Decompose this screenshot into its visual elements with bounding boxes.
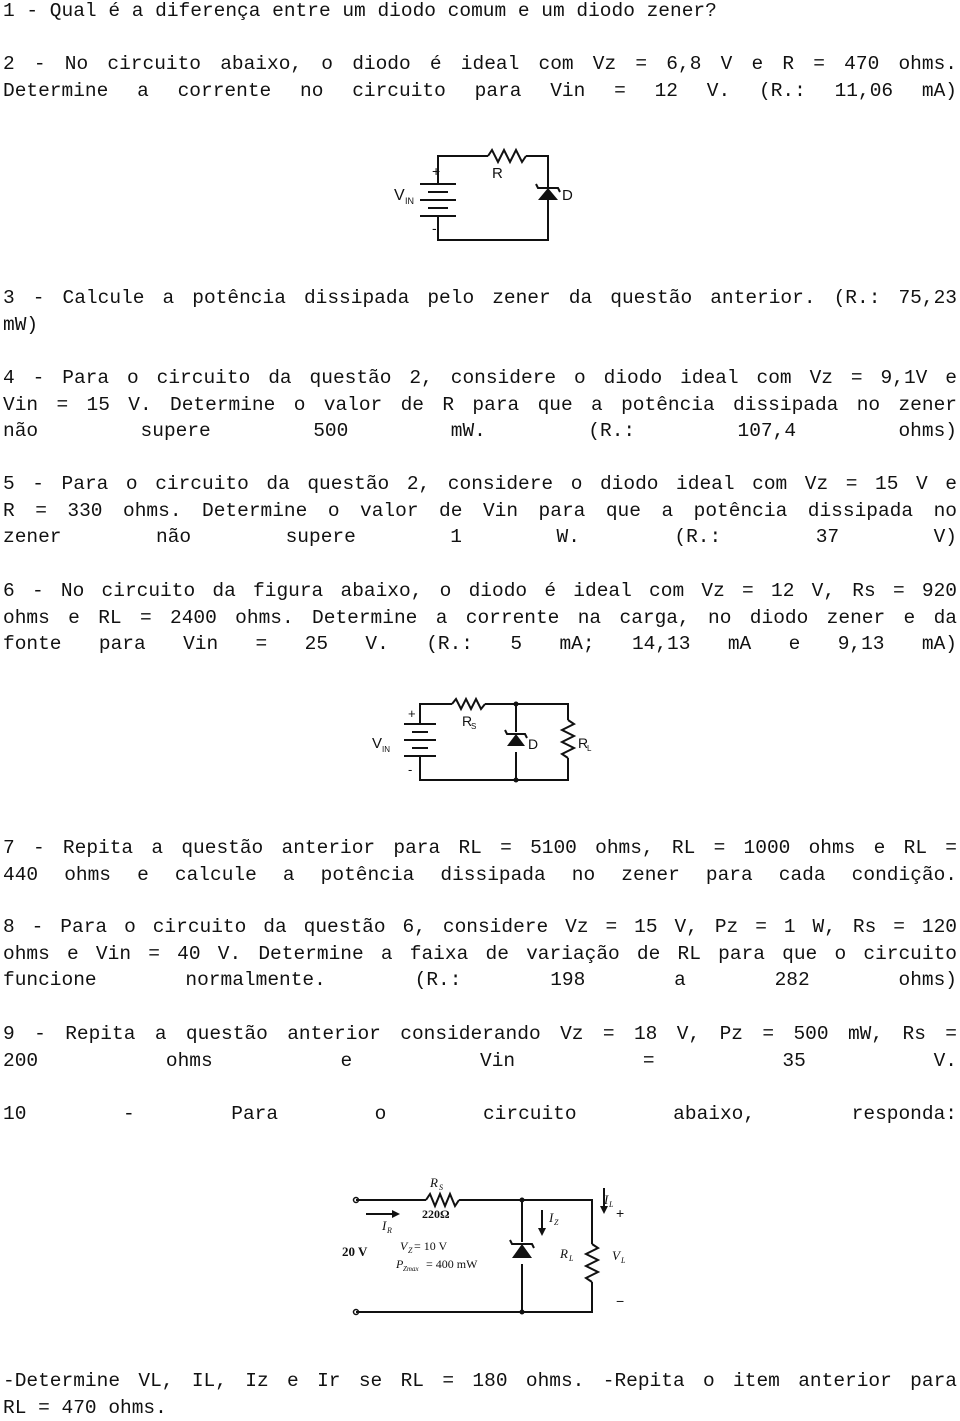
- pz-sub-label: Zmax: [403, 1265, 419, 1273]
- question-3: [3, 285, 957, 338]
- source-label: 20 V: [342, 1244, 368, 1259]
- question-3-line: 3 - Calcule a potência dissipada pelo zener da questão anterior. (R.: 75,23: [3, 287, 957, 309]
- question-5-line: zener não supere 1 W. (R.: 37 V): [3, 526, 957, 549]
- resistor-r: [488, 150, 526, 162]
- minus-label: −: [616, 1293, 625, 1309]
- question-6-line: ohms e RL = 2400 ohms. Determine a corrente na carga, no diodo zener e da: [3, 606, 957, 629]
- iz-label: I: [549, 1210, 554, 1225]
- question-8: [3, 914, 957, 994]
- vl-label: V: [612, 1248, 620, 1263]
- question-10-tasks-line: -Determine VL, IL, Iz e Ir se RL = 180 ohms. -Repita o item anterior para: [3, 1370, 957, 1392]
- ir-label: I: [382, 1218, 387, 1233]
- question-8-line: ohms e Vin = 40 V. Determine a faixa de variação de RL para que o circuito: [3, 942, 957, 965]
- vz-sub-label: Z: [408, 1246, 413, 1255]
- question-10: [3, 1101, 957, 1128]
- zener-diode-d: [505, 730, 527, 746]
- question-5: [3, 471, 957, 551]
- rs-value-label: 220Ω: [422, 1207, 450, 1221]
- circuit-figure-1: [380, 138, 590, 258]
- question-6-line: fonte para Vin = 25 V. (R.: 5 mA; 14,13 mA e 9,13 mA): [3, 633, 957, 656]
- plus-label: +: [432, 163, 441, 179]
- question-2: [3, 51, 957, 104]
- question-1-line: 1 - Qual é a diferença entre um diodo comum e um diodo zener?: [3, 0, 717, 22]
- zener-diode-d: [536, 184, 560, 208]
- question-2-line: 2 - No circuito abaixo, o diodo é ideal com Vz = 6,8 V e R = 470 ohms.: [3, 53, 957, 75]
- rl-label: R: [578, 735, 589, 751]
- resistor-rl: [562, 720, 574, 758]
- question-8-line: 8 - Para o circuito da questão 6, considere Vz = 15 V, Pz = 1 W, Rs = 120: [3, 916, 957, 938]
- pz-value-label: = 400 mW: [426, 1257, 478, 1271]
- resistor-rs: [426, 1194, 459, 1206]
- rl-sub-label: L: [569, 1254, 574, 1263]
- question-5-line: R = 330 ohms. Determine o valor de Vin para que a potência dissipada no: [3, 499, 957, 522]
- question-6-line: 6 - No circuito da figura abaixo, o diodo é ideal com Vz = 12 V, Rs = 920: [3, 580, 957, 602]
- ir-sub-label: R: [387, 1226, 392, 1235]
- iz-sub-label: Z: [554, 1218, 559, 1227]
- minus-label: -: [432, 220, 437, 236]
- resistor-rs: [452, 699, 485, 709]
- d-label: D: [562, 187, 573, 204]
- rs-label: R: [430, 1175, 438, 1190]
- il-label: I: [604, 1192, 609, 1207]
- rl-sub-label: L: [587, 744, 592, 753]
- question-5-line: 5 - Para o circuito da questão 2, considere o diodo ideal com Vz = 15 V e: [3, 473, 957, 495]
- d-label: D: [528, 736, 539, 752]
- question-6: [3, 578, 957, 658]
- zener-diode: [510, 1240, 534, 1258]
- vz-value-label: = 10 V: [414, 1239, 448, 1253]
- vl-sub-label: L: [621, 1256, 626, 1265]
- plus-label: +: [408, 706, 416, 721]
- question-3-line: mW): [3, 313, 39, 336]
- rs-label: R: [462, 713, 473, 729]
- pz-label: P: [396, 1257, 404, 1271]
- question-4-line: 4 - Para o circuito da questão 2, considere o diodo ideal com Vz = 9,1V e: [3, 367, 957, 389]
- question-9: [3, 1021, 957, 1074]
- circuit-figure-2: [368, 694, 608, 794]
- question-4-line: Vin = 15 V. Determine o valor de R para que a potência dissipada no zener: [3, 393, 957, 416]
- rl-label: R: [560, 1246, 568, 1261]
- vin-sub-label: IN: [382, 745, 390, 754]
- minus-label: -: [408, 762, 413, 777]
- question-4: [3, 365, 957, 445]
- vin-label: V: [394, 187, 405, 204]
- question-10-line: 10 - Para o circuito abaixo, responda:: [3, 1103, 957, 1125]
- vz-label: V: [400, 1239, 408, 1253]
- il-sub-label: L: [609, 1200, 614, 1209]
- question-7-line: 440 ohms e calcule a potência dissipada no zener para cada condição.: [3, 863, 957, 886]
- question-9-line: 200 ohms e Vin = 35 V.: [3, 1049, 957, 1072]
- r-label: R: [492, 165, 503, 182]
- vin-label: V: [372, 735, 383, 752]
- question-1: [3, 0, 957, 25]
- question-7-line: 7 - Repita a questão anterior para RL = 5100 ohms, RL = 1000 ohms e RL =: [3, 837, 957, 859]
- vin-sub-label: IN: [405, 196, 414, 206]
- circuit-figure-3: [330, 1175, 640, 1338]
- question-10-tasks-line: RL = 470 ohms.: [3, 1396, 167, 1419]
- plus-label: +: [616, 1205, 625, 1221]
- question-4-line: não supere 500 mW. (R.: 107,4 ohms): [3, 420, 957, 443]
- rs-sub-label: S: [439, 1183, 443, 1192]
- question-2-line: Determine a corrente no circuito para Vin = 12 V. (R.: 11,06 mA): [3, 79, 957, 102]
- question-9-line: 9 - Repita a questão anterior considerando Vz = 18 V, Pz = 500 mW, Rs =: [3, 1023, 957, 1045]
- rs-sub-label: S: [471, 722, 477, 731]
- question-8-line: funcione normalmente. (R.: 198 a 282 ohms): [3, 969, 957, 992]
- question-7: [3, 835, 957, 888]
- question-10-tasks: [3, 1368, 957, 1421]
- resistor-rl: [586, 1244, 598, 1282]
